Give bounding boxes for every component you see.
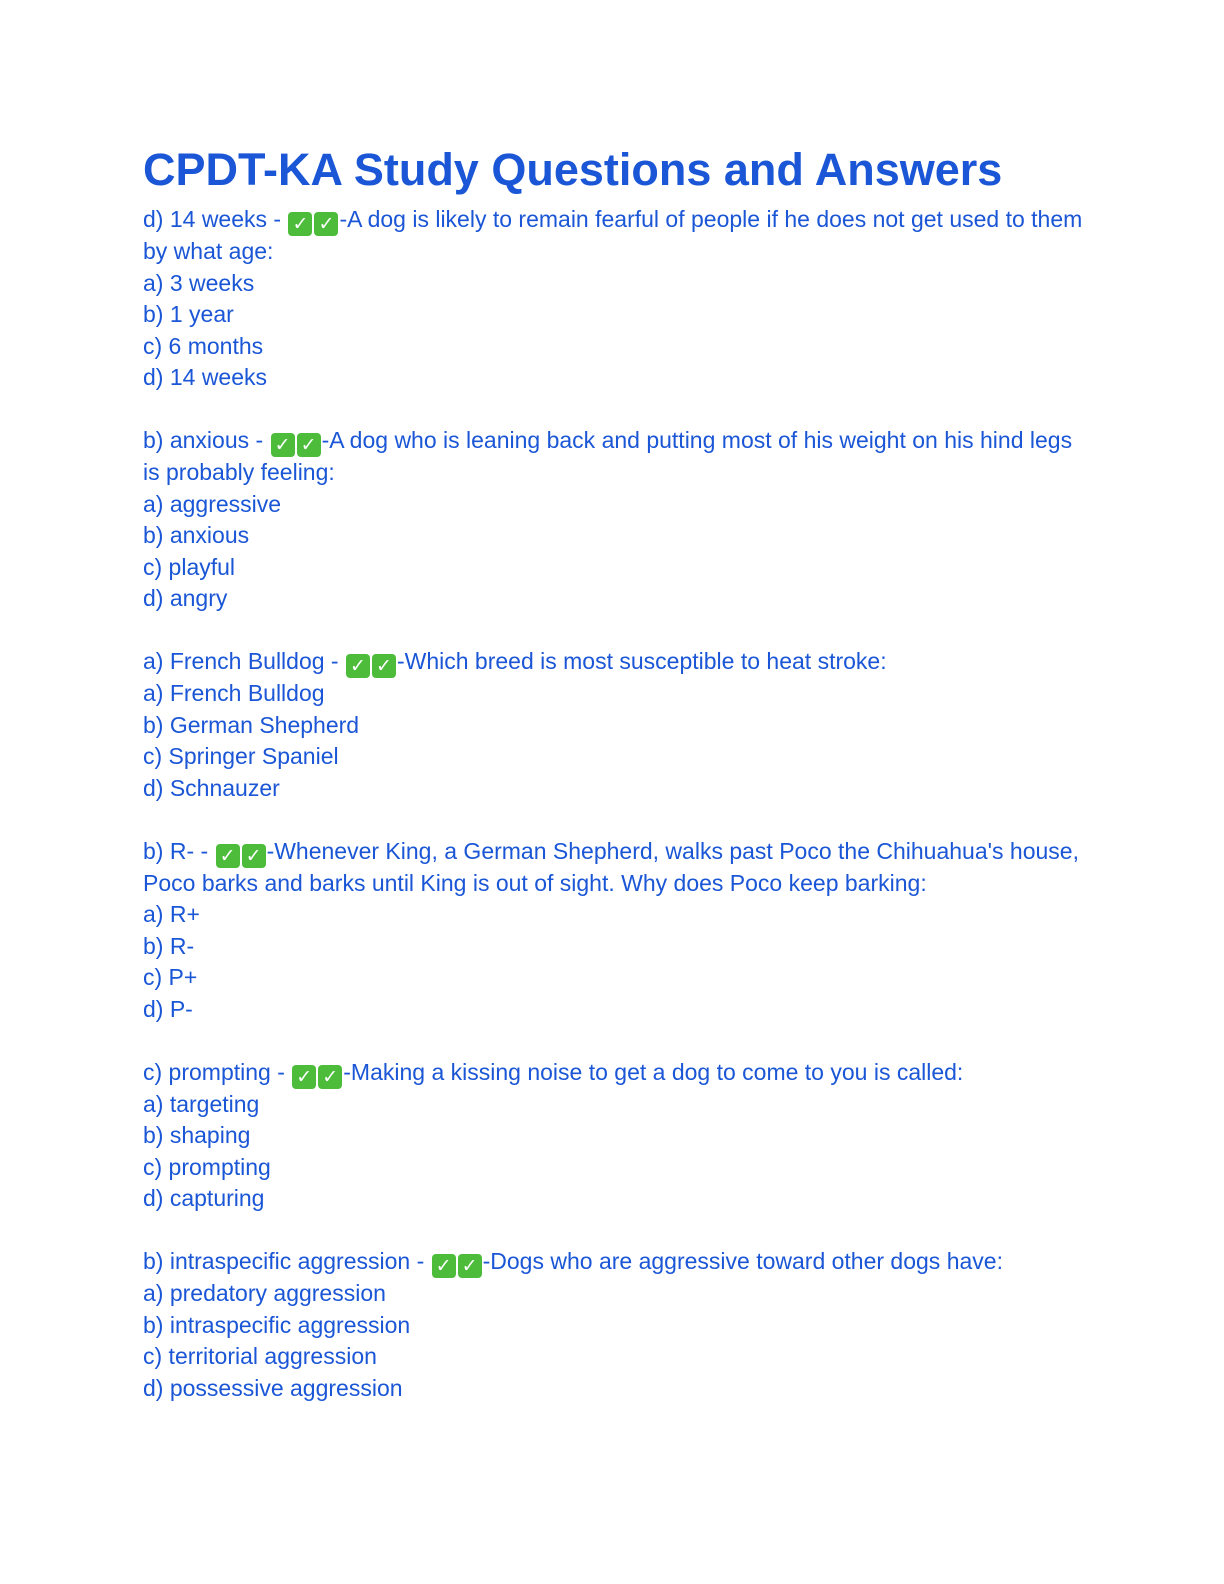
question-line bbox=[143, 646, 1083, 678]
answer-text: b) intraspecific aggression - bbox=[143, 1248, 431, 1274]
option-d: d) possessive aggression bbox=[143, 1374, 403, 1401]
question-block bbox=[143, 1057, 1083, 1215]
option-d: d) capturing bbox=[143, 1185, 265, 1211]
option-a: a) aggressive bbox=[143, 490, 282, 517]
check-mark-icon: ✓ bbox=[372, 654, 396, 678]
option-c: c) P+ bbox=[143, 964, 198, 990]
question-text: -Making a kissing noise to get a dog to come to you is called: bbox=[343, 1058, 964, 1085]
check-mark-icon: ✓ bbox=[458, 1254, 482, 1278]
option-c: c) prompting bbox=[143, 1153, 271, 1180]
option-b: b) German Shepherd bbox=[143, 711, 360, 738]
option-b: b) anxious bbox=[143, 522, 250, 548]
option-d: d) angry bbox=[143, 585, 228, 611]
option-a: a) R+ bbox=[143, 901, 200, 927]
question-block bbox=[143, 204, 1083, 394]
check-mark-icon: ✓ bbox=[292, 1065, 316, 1089]
question-block bbox=[143, 836, 1083, 1026]
check-mark-icon: ✓ bbox=[288, 212, 312, 236]
question-line bbox=[143, 1246, 1083, 1278]
check-mark-icon: ✓ bbox=[318, 1065, 342, 1089]
document-title: CPDT-KA Study Questions and Answers bbox=[143, 144, 1003, 195]
check-mark-icon: ✓ bbox=[242, 844, 266, 868]
question-block bbox=[143, 1246, 1083, 1404]
question-line bbox=[143, 1057, 1083, 1089]
option-b: b) R- bbox=[143, 932, 195, 959]
answer-text: b) anxious - bbox=[143, 427, 270, 453]
question-text: -Dogs who are aggressive toward other dogs have: bbox=[482, 1248, 1003, 1274]
answer-text: a) French Bulldog - bbox=[143, 648, 345, 674]
answer-text: b) R- - bbox=[143, 837, 215, 864]
option-b: b) shaping bbox=[143, 1122, 251, 1148]
option-b: b) intraspecific aggression bbox=[143, 1311, 411, 1338]
option-d: d) P- bbox=[143, 995, 193, 1022]
check-mark-icon: ✓ bbox=[271, 433, 295, 457]
answer-text: c) prompting - bbox=[143, 1058, 292, 1085]
check-mark-icon: ✓ bbox=[346, 654, 370, 678]
option-a: a) 3 weeks bbox=[143, 269, 255, 296]
document-page bbox=[143, 140, 1083, 1436]
option-c: c) Springer Spaniel bbox=[143, 743, 339, 769]
check-mark-icon: ✓ bbox=[432, 1254, 456, 1278]
option-d: d) Schnauzer bbox=[143, 774, 280, 801]
option-c: c) playful bbox=[143, 553, 236, 580]
question-text: -Which breed is most susceptible to heat stroke: bbox=[396, 648, 887, 674]
answer-text: d) 14 weeks - bbox=[143, 206, 288, 232]
check-mark-icon: ✓ bbox=[314, 212, 338, 236]
option-c: c) territorial aggression bbox=[143, 1343, 377, 1369]
option-d: d) 14 weeks bbox=[143, 364, 268, 390]
option-b: b) 1 year bbox=[143, 301, 234, 327]
option-c: c) 6 months bbox=[143, 332, 264, 359]
question-text: -A dog is likely to remain fearful of people if he does not get used to them by what age: bbox=[143, 206, 1083, 264]
option-a: a) French Bulldog bbox=[143, 680, 325, 706]
question-block bbox=[143, 425, 1083, 615]
question-block bbox=[143, 646, 1083, 804]
question-text: -A dog who is leaning back and putting most of his weight on his hind legs is probably feeling: bbox=[143, 427, 1073, 485]
question-line bbox=[143, 425, 1083, 489]
option-a: a) targeting bbox=[143, 1090, 260, 1117]
question-line bbox=[143, 204, 1083, 268]
question-line bbox=[143, 836, 1083, 900]
check-mark-icon: ✓ bbox=[216, 844, 240, 868]
option-a: a) predatory aggression bbox=[143, 1280, 386, 1306]
check-mark-icon: ✓ bbox=[297, 433, 321, 457]
question-text: -Whenever King, a German Shepherd, walks past Poco the Chihuahua's house, Poco barks and barks until King is out of sight. Why does Poco keep barking: bbox=[143, 837, 1079, 896]
